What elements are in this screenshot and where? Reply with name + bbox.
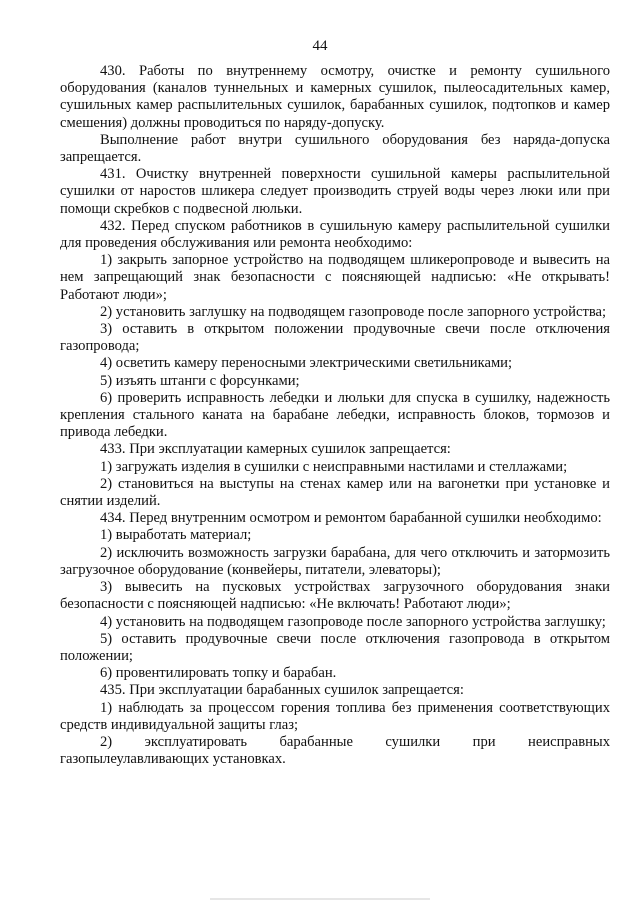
list-item-432-3: 3) оставить в открытом положении продувочные свечи после отключения газопровода; [60, 321, 610, 355]
scan-edge-mark [210, 898, 430, 900]
list-item-435-1: 1) наблюдать за процессом горения топлива без применения соответствующих средств индивидуальной защиты глаз; [60, 699, 610, 733]
list-item-435-2: 2) эксплуатировать барабанные сушилки при неисправных газопылеулавливающих установках. [60, 733, 610, 768]
list-item-432-5: 5) изъять штанги с форсунками; [100, 372, 300, 389]
list-item-433-1: 1) загружать изделия в сушилки с неисправными настилами и стеллажами; [100, 458, 568, 475]
paragraph-430: 430. Работы по внутреннему осмотру, очистке и ремонту сушильного оборудования (каналов туннельных и камерных сушилок, пылеосадительных камер, сушильных камер распылительных сушилок, барабанных сушилок, подтопков и камер смешения) должны проводиться по наряду-допуску. [60, 63, 610, 131]
list-item-432-2: 2) установить заглушку на подводящем газопроводе после запорного устройства; [100, 303, 607, 320]
paragraph-434: 434. Перед внутренним осмотром и ремонтом барабанной сушилки необходимо: [100, 510, 602, 527]
list-item-434-2: 2) исключить возможность загрузки барабана, для чего отключить и затормозить загрузочное оборудование (конвейеры, питатели, элеваторы); [60, 544, 610, 578]
list-item-432-1: 1) закрыть запорное устройство на подводящем шликеропроводе и вывесить на нем запрещающий знак безопасности с поясняющей надписью: «Не открывать! Работают люди»; [60, 252, 610, 303]
list-item-434-4: 4) установить на подводящем газопроводе после запорного устройства заглушку; [100, 613, 606, 630]
paragraph-430-note: Выполнение работ внутри сушильного оборудования без наряда-допуска запрещается. [60, 131, 610, 166]
paragraph-432: 432. Перед спуском работников в сушильную камеру распылительной сушилки для проведения обслуживания или ремонта необходимо: [60, 217, 610, 252]
list-item-434-1: 1) выработать материал; [100, 527, 252, 544]
paragraph-431: 431. Очистку внутренней поверхности сушильной камеры распылительной сушилки от наростов шликера следует производить струей воды через люки или при помощи скребков с подвесной люльки. [60, 166, 610, 217]
list-item-432-4: 4) осветить камеру переносными электрическими светильниками; [100, 355, 513, 372]
paragraph-435: 435. При эксплуатации барабанных сушилок запрещается: [100, 682, 464, 699]
paragraph-433: 433. При эксплуатации камерных сушилок запрещается: [100, 441, 451, 458]
list-item-433-2: 2) становиться на выступы на стенах камер или на вагонетки при установке и снятии изделий. [60, 475, 610, 510]
document-body [60, 63, 610, 768]
list-item-434-5: 5) оставить продувочные свечи после отключения газопровода в открытом положении; [60, 630, 610, 664]
list-item-434-6: 6) провентилировать топку и барабан. [100, 665, 337, 682]
list-item-432-6: 6) проверить исправность лебедки и люльки для спуска в сушилку, надежность крепления стального каната на барабане лебедки, исправность блоков, тормозов и привода лебедки. [60, 389, 610, 441]
page-number: 44 [312, 38, 328, 54]
list-item-434-3: 3) вывесить на пусковых устройствах загрузочного оборудования знаки безопасности с поясняющей надписью: «Не включать! Работают люди»; [60, 579, 610, 613]
